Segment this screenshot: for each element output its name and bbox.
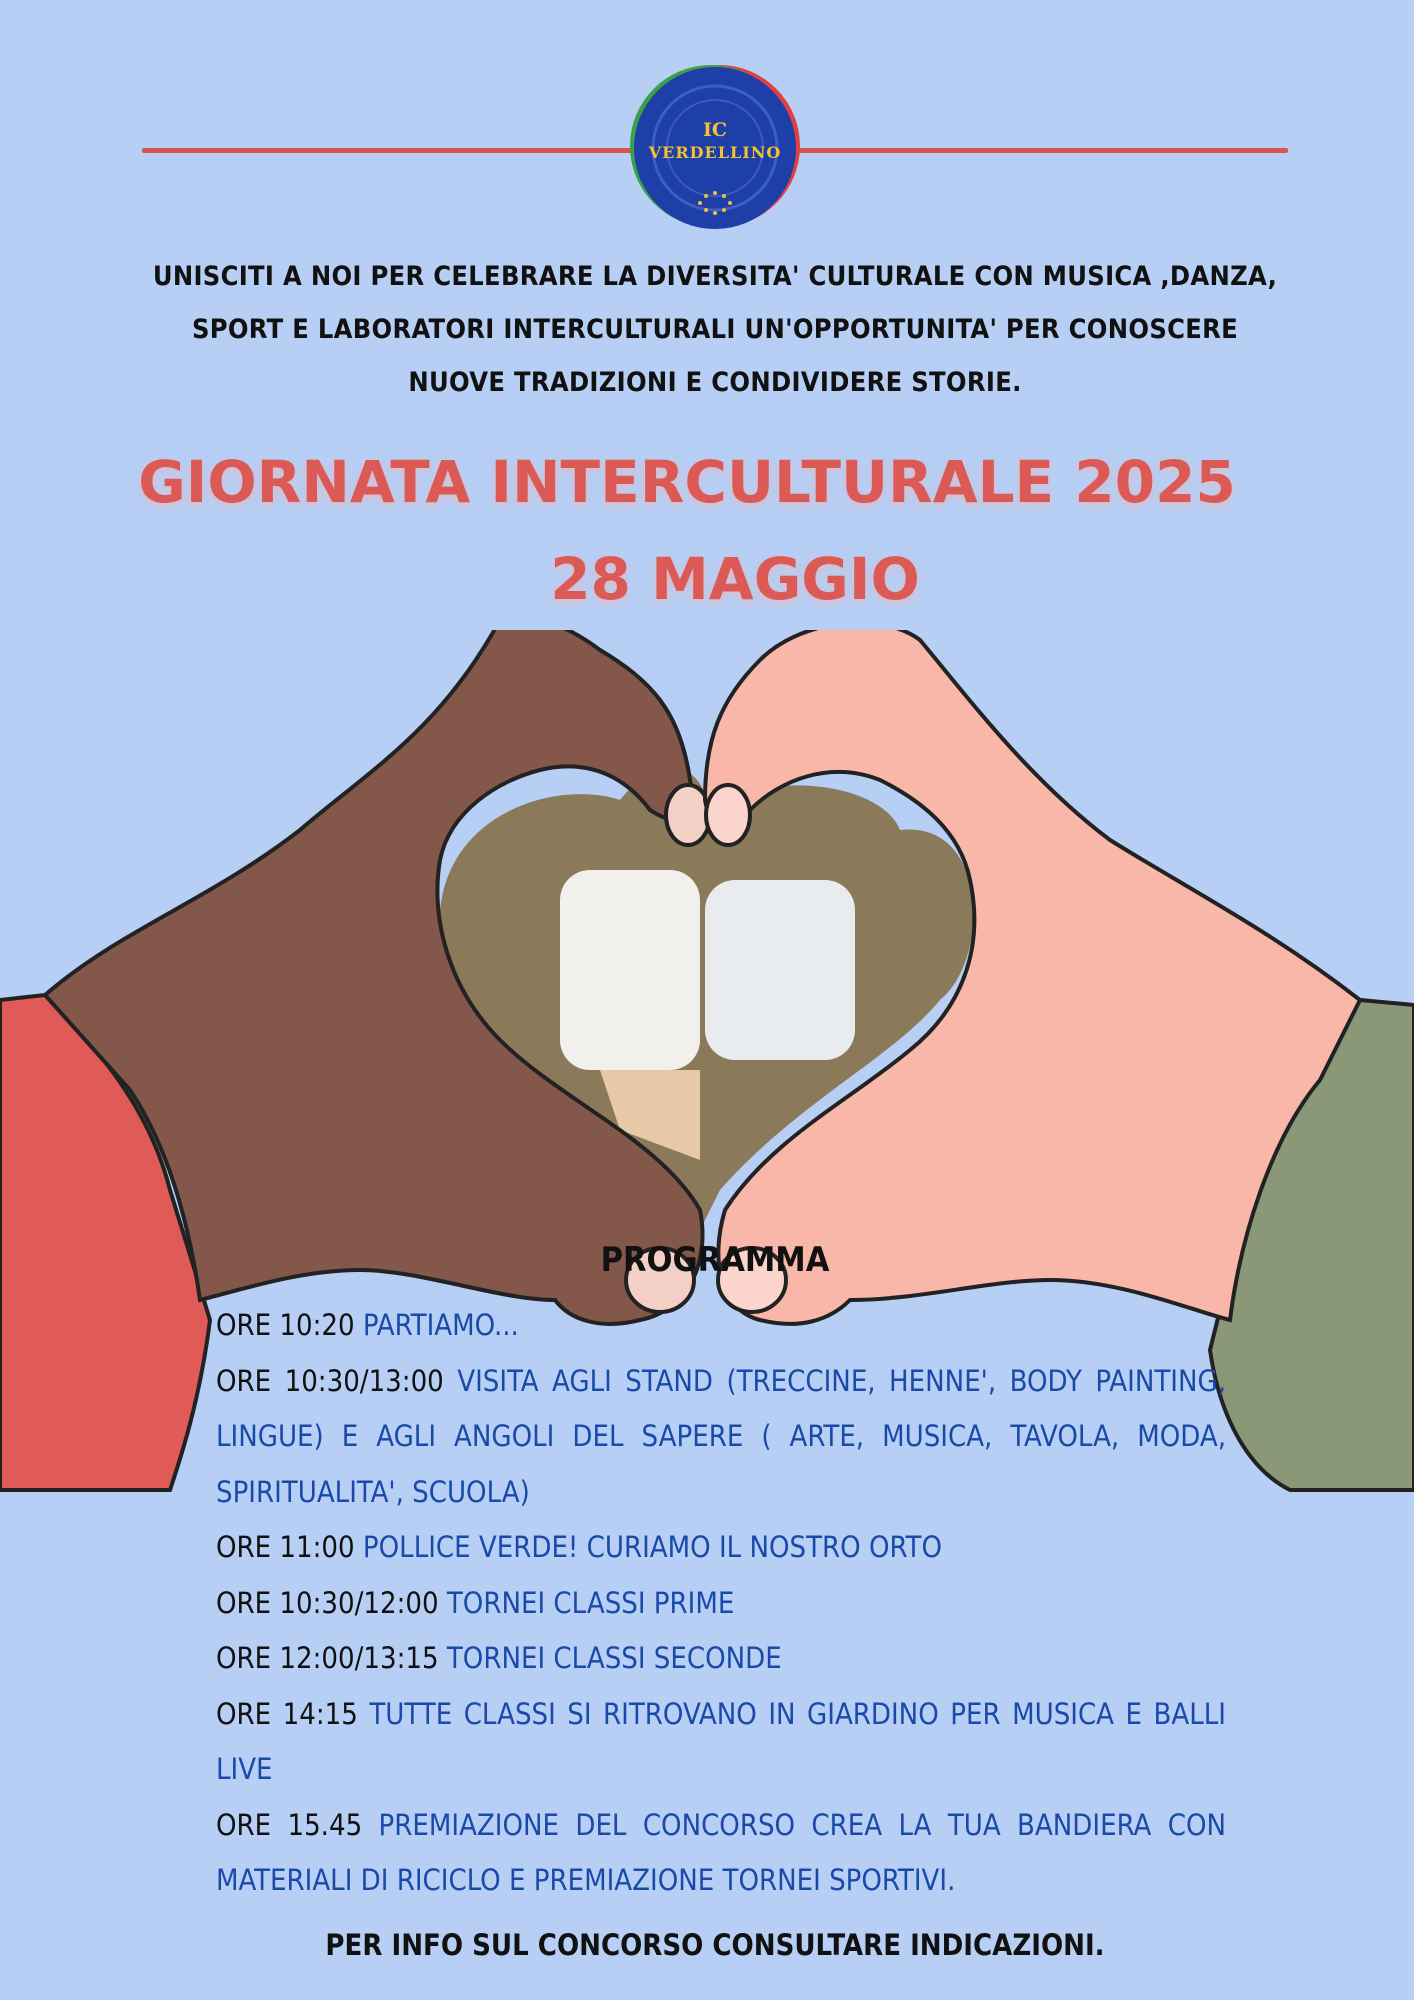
program-activity: PARTIAMO... bbox=[362, 1308, 519, 1342]
program-activity: TORNEI CLASSI PRIME bbox=[446, 1585, 735, 1620]
intro-text: UNISCITI A NOI PER CELEBRARE LA DIVERSITA' CULTURALE CON MUSICA ,DANZA, SPORT E LABORATORI INTERCULTURALI UN'OPPORTUNITA' PER CONOSCERE NUOVE TRADIZIONI E CONDIVIDERE STORIE. bbox=[152, 261, 1278, 398]
school-logo bbox=[634, 67, 796, 229]
program-time: ORE 10:30/13:00 bbox=[216, 1363, 444, 1398]
logo-text-ic: IC bbox=[702, 119, 727, 141]
program-item bbox=[216, 1520, 1226, 1576]
program-time: ORE 10:20 bbox=[216, 1308, 355, 1342]
program-item bbox=[216, 1576, 1226, 1632]
program-activity: TUTTE CLASSI SI RITROVANO IN GIARDINO PER MUSICA E BALLI LIVE bbox=[216, 1696, 1226, 1786]
program-time: ORE 15.45 bbox=[216, 1807, 363, 1842]
program-time: ORE 10:30/12:00 bbox=[216, 1585, 439, 1620]
program-item bbox=[216, 1298, 1226, 1354]
divider-left bbox=[142, 148, 634, 153]
program-time: ORE 12:00/13:15 bbox=[216, 1641, 439, 1675]
program-time: ORE 11:00 bbox=[216, 1530, 355, 1564]
program-heading: PROGRAMMA bbox=[600, 1240, 830, 1280]
shoe-right bbox=[705, 880, 855, 1060]
program-activity: POLLICE VERDE! CURIAMO IL NOSTRO ORTO bbox=[362, 1530, 942, 1564]
logo-text-name: VERDELLINO bbox=[648, 143, 782, 162]
shoe-left bbox=[560, 870, 700, 1070]
program-item bbox=[216, 1687, 1226, 1798]
light-finger-tip bbox=[706, 785, 750, 845]
program-list bbox=[216, 1298, 1226, 1909]
event-title: GIORNATA INTERCULTURALE 2025 bbox=[138, 448, 1236, 516]
divider-right bbox=[792, 148, 1288, 153]
program-activity: TORNEI CLASSI SECONDE bbox=[446, 1641, 782, 1675]
program-time: ORE 14:15 bbox=[216, 1696, 358, 1731]
event-date: 28 MAGGIO bbox=[550, 545, 920, 613]
program-item bbox=[216, 1798, 1226, 1909]
program-activity: PREMIAZIONE DEL CONCORSO CREA LA TUA BANDIERA CON MATERIALI DI RICICLO E PREMIAZIONE TORNEI SPORTIVI. bbox=[216, 1807, 1226, 1897]
program-activity: VISITA AGLI STAND (TRECCINE, HENNE', BODY PAINTING, LINGUE) E AGLI ANGOLI DEL SAPERE ( ARTE, MUSICA, TAVOLA, MODA, SPIRITUALITA', SCUOLA) bbox=[216, 1363, 1226, 1509]
program-item bbox=[216, 1354, 1226, 1521]
footer-note: PER INFO SUL CONCORSO CONSULTARE INDICAZIONI. bbox=[325, 1928, 1105, 1962]
program-item bbox=[216, 1631, 1226, 1687]
